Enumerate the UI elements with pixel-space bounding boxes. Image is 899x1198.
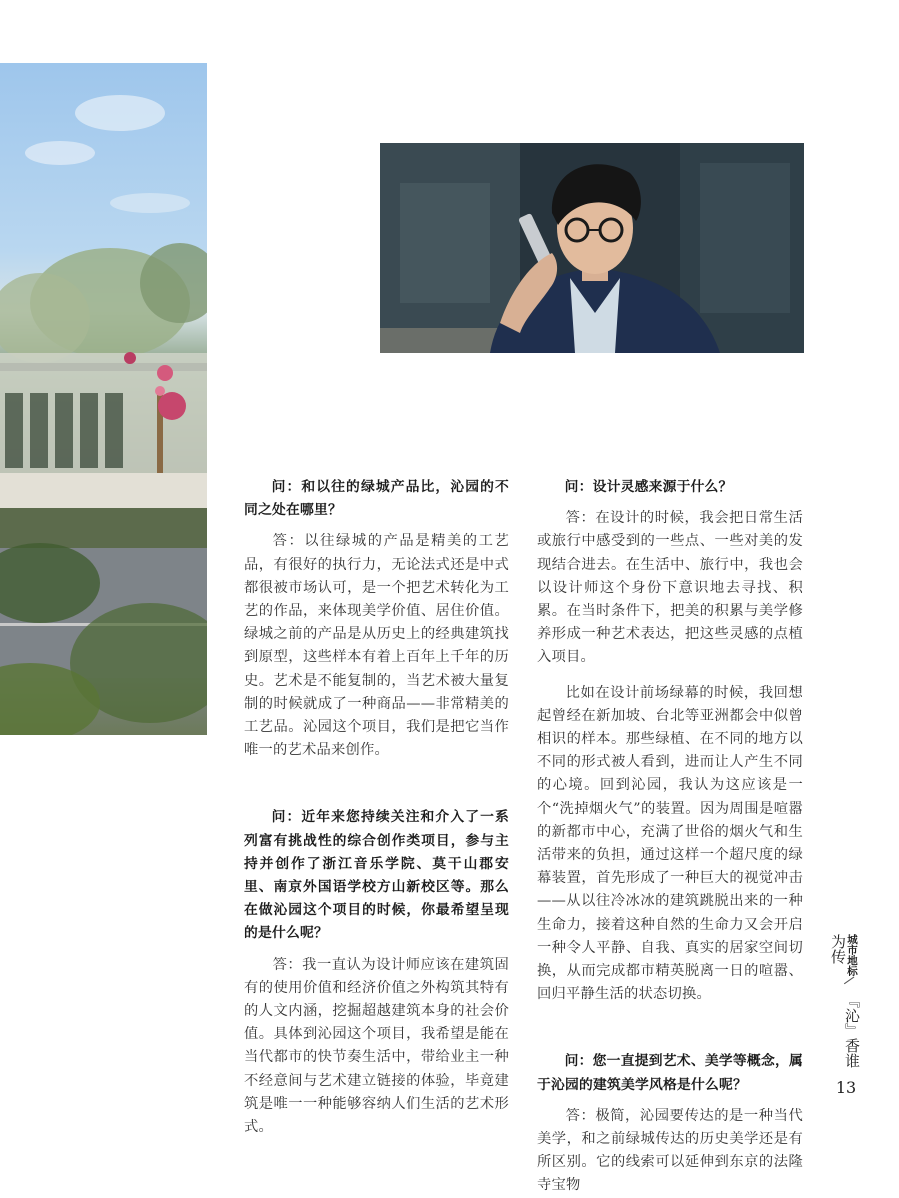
question-2: 问：近年来您持续关注和介入了一系列富有挑战性的综合创作类项目，参与主持并创作了浙江音乐学院、莫干山郡安里、南京外国语学校方山新校区等。那么在做沁园这个项目的时候，你最希望呈现的是什么呢？ bbox=[244, 809, 509, 942]
portrait-photo bbox=[380, 143, 804, 353]
page-number: 13 bbox=[835, 1078, 857, 1097]
section-label: 城市地标 bbox=[846, 934, 858, 976]
paragraph-green-screen: 比如在设计前场绿幕的时候，我回想起曾经在新加坡、台北等亚洲都会中似曾相识的样本。那些绿植、在不同的地方以不同的形式被人看到，进而让人产生不同的心境。回到沁园，我认为这应该是一个“洗掉烟火气”的装置。因为周围是喧嚣的新都市中心，充满了世俗的烟火气和生活带来的负担，通过这样一个超尺度的绿幕装置，首先形成了一种巨大的视觉冲击——从以往冷冰冰的建筑跳脱出来的一种生命力，接着这种自然的生命力又会开启一种令人平静、自我、真实的居家空间切换，从而完成都市精英脱离一日的喧嚣、回归平静生活的状态切换。 bbox=[537, 684, 803, 1003]
answer-4: 答：极简，沁园要传达的是一种当代美学，和之前绿城传达的历史美学还是有所区别。它的线索可以延伸到东京的法隆寺宝物 bbox=[537, 1107, 803, 1194]
question-1: 问：和以往的绿城产品比，沁园的不同之处在哪里？ bbox=[244, 479, 509, 519]
article-title: 『沁』香谁为传 bbox=[829, 934, 861, 1068]
question-4: 问：您一直提到艺术、美学等概念，属于沁园的建筑美学风格是什么呢？ bbox=[537, 1053, 803, 1093]
answer-2: 答：我一直认为设计师应该在建筑固有的使用价值和经济价值之外构筑其特有的人文内涵，挖掘超越建筑本身的社会价值。具体到沁园这个项目，我希望是能在当代都市的快节奏生活中，带给业主一种不经意间与艺术建立链接的体验，毕竟建筑是唯一一种能够容纳人们生活的艺术形式。 bbox=[244, 956, 509, 1136]
building-garden-photo bbox=[0, 63, 207, 735]
section-sidebar bbox=[829, 934, 861, 1074]
answer-1: 答：以往绿城的产品是精美的工艺品，有很好的执行力，无论法式还是中式都很被市场认可，是一个把艺术转化为工艺的作品，来体现美学价值、居住价值。绿城之前的产品是从历史上的经典建筑找到原型，这些样本有着上百年上千年的历史。艺术是不能复制的，当艺术被大量复制的时候就成了一种商品——非常精美的工艺品。沁园这个项目，我们是把它当作唯一的艺术品来创作。 bbox=[244, 533, 509, 759]
divider-slash bbox=[844, 977, 860, 993]
answer-3: 答：在设计的时候，我会把日常生活或旅行中感受到的一些点、一些对美的发现结合进去。在生活中、旅行中，我也会以设计师这个身份下意识地去寻找、积累。在当时条件下，把美的积累与美学修养形成一种艺术表达，把这些灵感的点植入项目。 bbox=[537, 510, 803, 666]
article-right-column bbox=[537, 476, 803, 1198]
article-left-column bbox=[244, 476, 509, 1139]
question-3: 问：设计灵感来源于什么？ bbox=[564, 479, 733, 495]
